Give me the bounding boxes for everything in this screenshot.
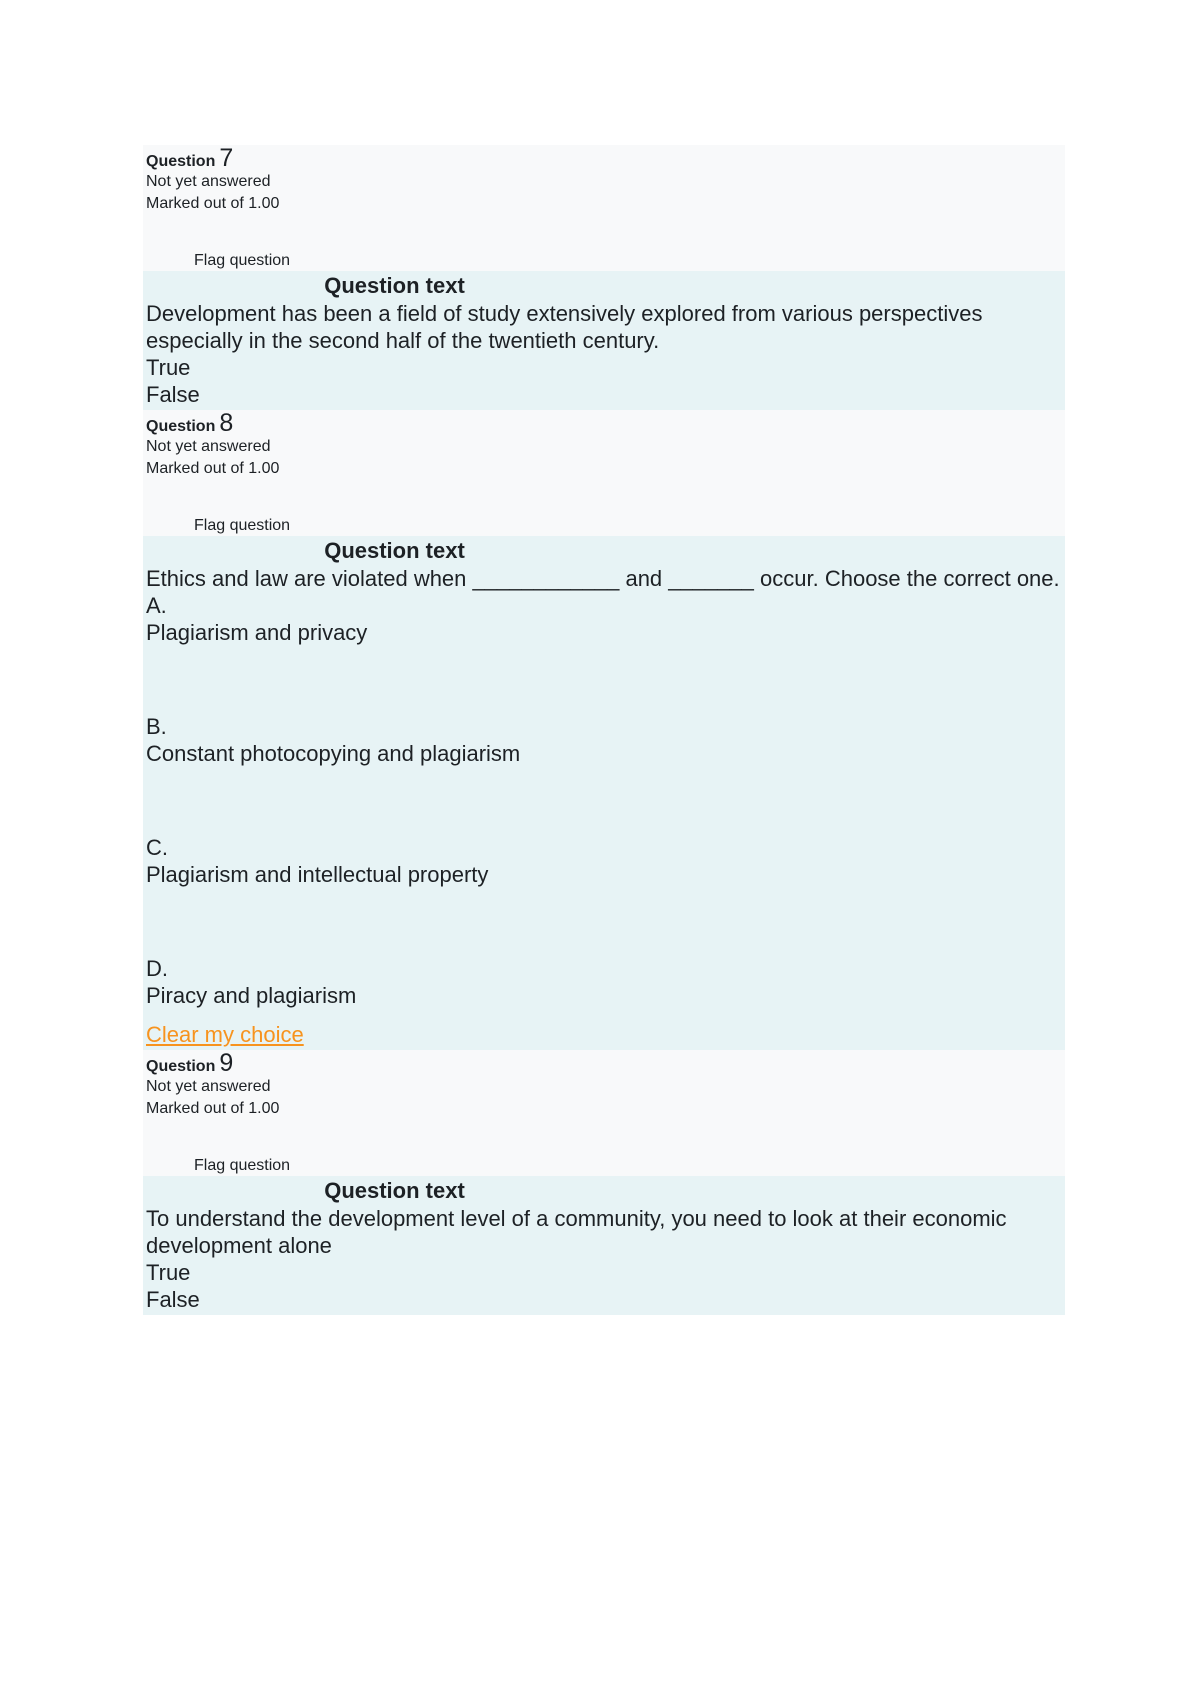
question-number-value: 7	[219, 144, 234, 172]
option-letter: D.	[146, 956, 168, 981]
question-7	[143, 145, 1065, 410]
option-spacer	[146, 646, 1062, 713]
flag-question-link[interactable]: Flag question	[194, 517, 291, 534]
flag-question-link[interactable]: Flag question	[194, 1157, 291, 1174]
answer-option-d[interactable]	[146, 955, 1062, 1009]
answer-option-b[interactable]	[146, 713, 1062, 767]
quiz-attempt	[143, 145, 1065, 1315]
question-9	[143, 1050, 1065, 1315]
option-letter: B.	[146, 714, 167, 739]
question-grade	[146, 458, 1062, 480]
question-8	[143, 410, 1065, 1050]
question-number	[146, 1049, 1062, 1077]
question-text: Development has been a field of study extensively explored from various perspectives especially in the second half of the twentieth century.	[146, 301, 983, 353]
option-text: Constant photocopying and plagiarism	[146, 741, 521, 766]
answer-option-false[interactable]: False	[146, 1287, 200, 1312]
grade-prefix: Marked out of	[146, 1100, 249, 1117]
question-state: Not yet answered	[146, 1078, 271, 1095]
question-number-value: 9	[219, 1049, 234, 1077]
question-label: Question	[146, 1058, 216, 1075]
question-text-heading: Question text	[324, 1178, 465, 1203]
option-spacer	[146, 767, 1062, 834]
question-number	[146, 409, 1062, 437]
question-number-value: 8	[219, 409, 234, 437]
answer-option-a[interactable]	[146, 592, 1062, 646]
option-letter: A.	[146, 593, 167, 618]
question-info	[143, 145, 1065, 271]
question-grade	[146, 1098, 1062, 1120]
grade-value: 1.00	[248, 1100, 280, 1117]
question-label: Question	[146, 153, 216, 170]
question-info	[143, 410, 1065, 536]
question-text: Ethics and law are violated when ____________ and _______ occur. Choose the correct one.	[146, 566, 1060, 591]
option-spacer	[146, 1009, 1062, 1021]
grade-value: 1.00	[248, 460, 280, 477]
question-number	[146, 144, 1062, 172]
option-letter: C.	[146, 835, 168, 860]
answer-option-true[interactable]: True	[146, 1260, 191, 1285]
option-text: Plagiarism and privacy	[146, 620, 368, 645]
option-text: Plagiarism and intellectual property	[146, 862, 489, 887]
question-text: To understand the development level of a community, you need to look at their economic development alone	[146, 1206, 1007, 1258]
option-spacer	[146, 888, 1062, 955]
flag-question-link[interactable]: Flag question	[194, 252, 291, 269]
question-info	[143, 1050, 1065, 1176]
grade-prefix: Marked out of	[146, 195, 249, 212]
question-content	[143, 536, 1065, 1050]
question-label: Question	[146, 418, 216, 435]
question-grade	[146, 193, 1062, 215]
question-state: Not yet answered	[146, 438, 271, 455]
answer-option-false[interactable]: False	[146, 382, 200, 407]
answer-option-true[interactable]: True	[146, 355, 191, 380]
question-text-heading: Question text	[324, 538, 465, 563]
question-content	[143, 271, 1065, 410]
grade-value: 1.00	[248, 195, 280, 212]
clear-my-choice-link[interactable]: Clear my choice	[146, 1022, 304, 1047]
question-text-heading: Question text	[324, 273, 465, 298]
grade-prefix: Marked out of	[146, 460, 249, 477]
option-text: Piracy and plagiarism	[146, 983, 357, 1008]
question-state: Not yet answered	[146, 173, 271, 190]
answer-option-c[interactable]	[146, 834, 1062, 888]
question-content	[143, 1176, 1065, 1315]
